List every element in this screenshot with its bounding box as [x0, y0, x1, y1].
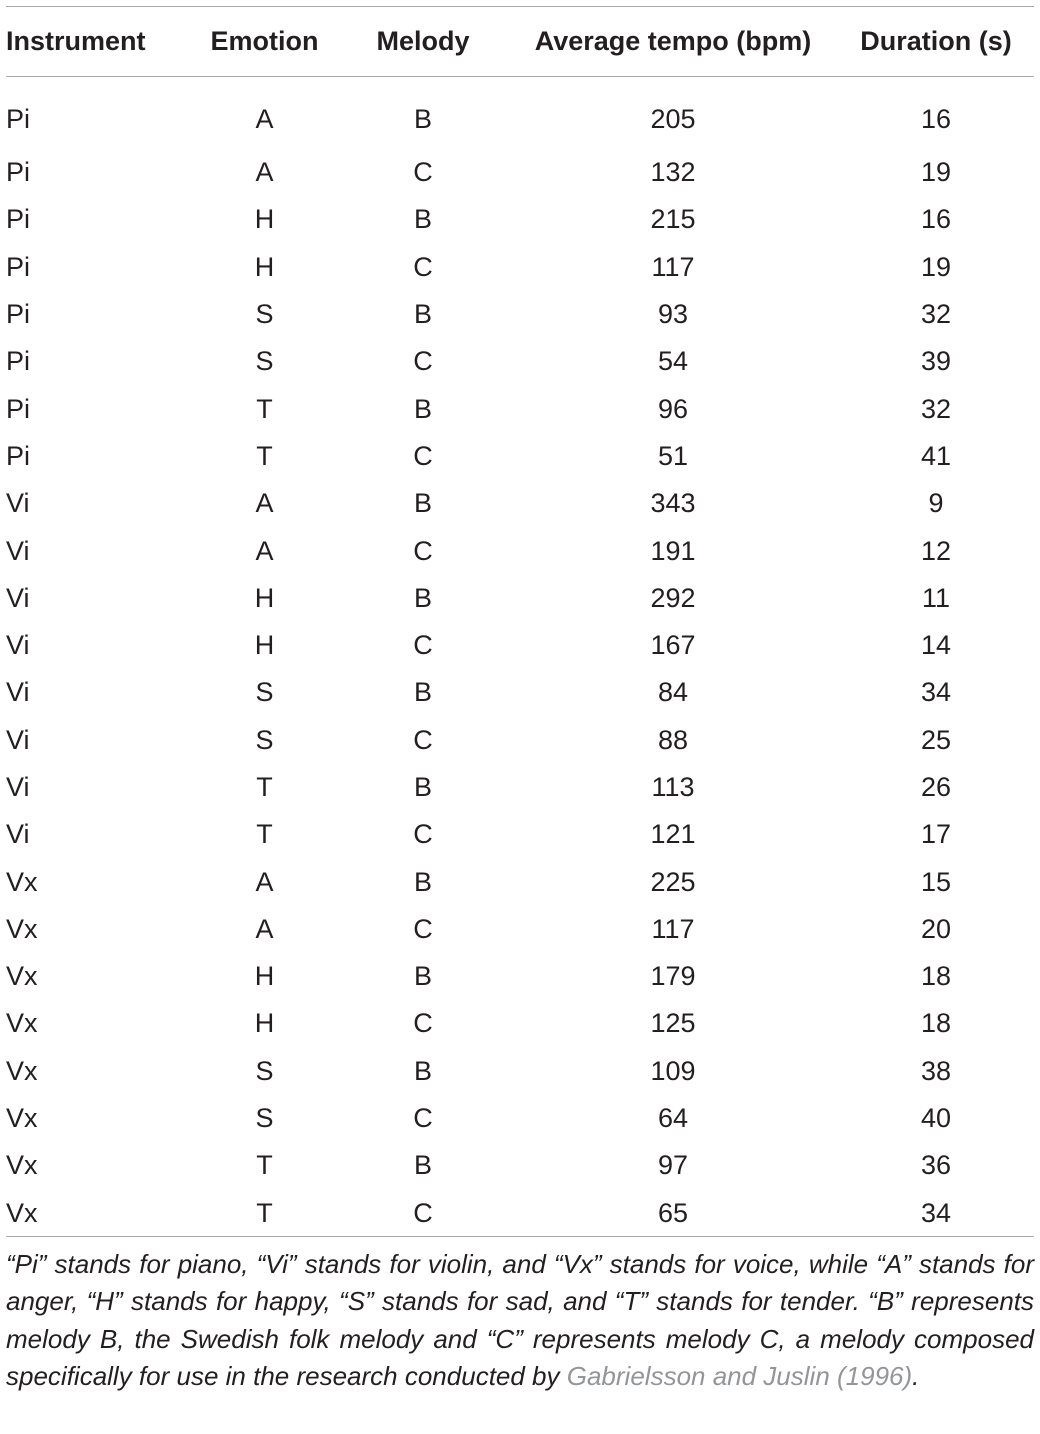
- cell-duration: 40: [920, 1103, 952, 1134]
- table-row: [6, 527, 1034, 574]
- cell-emotion: A: [255, 913, 274, 944]
- cell-emotion: T: [256, 772, 273, 802]
- table-row: [6, 1000, 1034, 1047]
- cell-duration: 15: [920, 866, 952, 897]
- cell-emotion: H: [254, 1008, 275, 1039]
- header-duration: Duration (s): [860, 26, 1012, 56]
- cell-duration: 18: [920, 1008, 952, 1039]
- cell-melody: B: [413, 866, 432, 897]
- cell-duration: 19: [920, 251, 952, 282]
- cell-average-tempo: 191: [650, 535, 696, 566]
- cell-instrument: Vi: [6, 724, 30, 755]
- cell-melody: C: [413, 535, 433, 566]
- cell-average-tempo: 109: [650, 1055, 696, 1086]
- cell-duration: 16: [920, 103, 952, 134]
- cell-average-tempo: 117: [651, 251, 695, 282]
- table-footnote: [6, 1246, 1034, 1395]
- cell-instrument: Pi: [6, 251, 31, 282]
- cell-emotion: S: [255, 724, 274, 755]
- cell-average-tempo: 292: [650, 582, 696, 613]
- table-row: [6, 76, 1034, 149]
- cell-average-tempo: 84: [657, 677, 689, 708]
- table-row: [6, 480, 1034, 527]
- cell-duration: 32: [920, 299, 952, 330]
- table-row: [6, 953, 1034, 1000]
- cell-emotion: A: [255, 866, 274, 897]
- table-row: [6, 1190, 1034, 1237]
- cell-melody: C: [413, 630, 433, 661]
- cell-melody: B: [413, 961, 432, 992]
- table-row: [6, 858, 1034, 905]
- cell-average-tempo: 96: [657, 393, 689, 424]
- footnote-end: .: [912, 1360, 920, 1391]
- cell-duration: 18: [920, 961, 952, 992]
- cell-average-tempo: 93: [657, 299, 689, 330]
- cell-emotion: T: [256, 819, 273, 850]
- cell-duration: 34: [920, 1197, 952, 1228]
- cell-emotion: S: [255, 299, 274, 330]
- cell-melody: B: [413, 582, 432, 613]
- cell-emotion: A: [255, 157, 274, 188]
- cell-average-tempo: 121: [650, 819, 696, 850]
- table-row: [6, 764, 1034, 811]
- header-emotion: Emotion: [210, 26, 319, 56]
- cell-melody: C: [413, 724, 433, 755]
- table-row: [6, 1048, 1034, 1095]
- cell-emotion: S: [255, 1103, 274, 1134]
- cell-duration: 19: [920, 157, 952, 188]
- table-row: [6, 575, 1034, 622]
- cell-instrument: Vi: [6, 535, 30, 566]
- cell-emotion: H: [254, 251, 275, 282]
- cell-instrument: Pi: [6, 103, 31, 134]
- cell-melody: B: [413, 488, 432, 519]
- header-average-tempo: Average tempo (bpm): [534, 26, 812, 56]
- cell-duration: 38: [920, 1055, 952, 1086]
- cell-average-tempo: 117: [651, 913, 695, 944]
- cell-instrument: Vx: [6, 1197, 38, 1228]
- cell-instrument: Pi: [6, 440, 31, 471]
- cell-average-tempo: 205: [650, 103, 696, 134]
- cell-duration: 26: [920, 772, 952, 802]
- cell-instrument: Pi: [6, 299, 31, 330]
- cell-average-tempo: 51: [657, 440, 689, 471]
- header-melody: Melody: [376, 26, 470, 56]
- cell-average-tempo: 65: [657, 1197, 689, 1228]
- cell-average-tempo: 88: [657, 724, 689, 755]
- cell-instrument: Vx: [6, 961, 38, 992]
- header-row: [6, 7, 1034, 76]
- cell-average-tempo: 132: [650, 157, 696, 188]
- footnote-citation-link[interactable]: Gabrielsson and Juslin (1996): [566, 1360, 913, 1391]
- table-row: [6, 433, 1034, 480]
- cell-duration: 16: [920, 204, 952, 235]
- cell-average-tempo: 97: [657, 1150, 689, 1181]
- cell-emotion: H: [254, 204, 275, 235]
- table-bottom-rule: [6, 1236, 1034, 1237]
- cell-melody: C: [413, 1008, 433, 1039]
- cell-instrument: Vi: [6, 488, 30, 519]
- cell-emotion: S: [255, 677, 274, 708]
- table-row: [6, 669, 1034, 716]
- cell-emotion: H: [254, 630, 275, 661]
- cell-duration: 41: [920, 440, 952, 471]
- table-row: [6, 906, 1034, 953]
- cell-emotion: H: [254, 582, 275, 613]
- table-row: [6, 1095, 1034, 1142]
- cell-duration: 14: [920, 630, 952, 661]
- cell-duration: 20: [920, 913, 952, 944]
- cell-instrument: Vx: [6, 866, 38, 897]
- cell-instrument: Pi: [6, 393, 31, 424]
- cell-emotion: T: [256, 1197, 273, 1228]
- table-row: [6, 622, 1034, 669]
- cell-emotion: T: [256, 440, 273, 471]
- table-row: [6, 717, 1034, 764]
- cell-melody: C: [413, 251, 433, 282]
- cell-instrument: Vi: [6, 582, 30, 613]
- cell-melody: B: [413, 1150, 432, 1181]
- table-header: [6, 7, 1034, 76]
- cell-emotion: A: [255, 488, 274, 519]
- cell-emotion: H: [254, 961, 275, 992]
- footnote-text: “Pi” stands for piano, “Vi” stands for violin, and “Vx” stands for voice, while “A” stands for anger, “H” stands for happy, “S” stands for sad, and “T” stands for tender. “B” represents melody B, the Swedish folk melody and “C” represents melody C, a melody composed specifically for use in the research conducted by: [6, 1249, 1034, 1391]
- cell-melody: B: [413, 299, 432, 330]
- table-row: [6, 1142, 1034, 1189]
- cell-melody: C: [413, 157, 433, 188]
- cell-average-tempo: 125: [650, 1008, 696, 1039]
- cell-emotion: T: [256, 1150, 273, 1181]
- cell-melody: B: [413, 393, 432, 424]
- cell-duration: 36: [920, 1150, 952, 1181]
- table-row: [6, 811, 1034, 858]
- table-row: [6, 196, 1034, 243]
- cell-average-tempo: 167: [650, 630, 696, 661]
- cell-melody: C: [413, 346, 433, 377]
- cell-average-tempo: 343: [650, 488, 696, 519]
- cell-melody: C: [413, 440, 433, 471]
- cell-duration: 9: [928, 488, 944, 519]
- cell-instrument: Vx: [6, 1103, 38, 1134]
- cell-instrument: Vi: [6, 819, 30, 850]
- cell-duration: 11: [921, 582, 951, 613]
- cell-melody: C: [413, 1197, 433, 1228]
- cell-average-tempo: 54: [657, 346, 689, 377]
- cell-melody: C: [413, 913, 433, 944]
- cell-average-tempo: 64: [657, 1103, 689, 1134]
- cell-emotion: T: [256, 393, 273, 424]
- cell-melody: C: [413, 819, 433, 850]
- cell-instrument: Vx: [6, 913, 38, 944]
- cell-melody: C: [413, 1103, 433, 1134]
- table-row: [6, 385, 1034, 432]
- cell-instrument: Pi: [6, 346, 31, 377]
- cell-instrument: Vx: [6, 1055, 38, 1086]
- cell-emotion: S: [255, 346, 274, 377]
- table-row: [6, 338, 1034, 385]
- cell-duration: 32: [920, 393, 952, 424]
- cell-instrument: Vi: [6, 772, 30, 802]
- cell-instrument: Vi: [6, 630, 30, 661]
- table-row: [6, 244, 1034, 291]
- cell-emotion: A: [255, 103, 274, 134]
- cell-melody: B: [413, 677, 432, 708]
- cell-instrument: Vi: [6, 677, 30, 708]
- cell-emotion: A: [255, 535, 274, 566]
- cell-instrument: Pi: [6, 157, 31, 188]
- header-instrument: Instrument: [6, 26, 146, 56]
- table-row: [6, 291, 1034, 338]
- cell-duration: 12: [920, 535, 952, 566]
- cell-melody: B: [413, 103, 432, 134]
- cell-melody: B: [413, 772, 432, 802]
- cell-melody: B: [413, 204, 432, 235]
- cell-average-tempo: 225: [650, 866, 696, 897]
- cell-average-tempo: 215: [650, 204, 696, 235]
- cell-duration: 17: [920, 819, 952, 850]
- cell-instrument: Vx: [6, 1008, 38, 1039]
- cell-instrument: Pi: [6, 204, 31, 235]
- table-row: [6, 149, 1034, 196]
- cell-duration: 25: [920, 724, 952, 755]
- cell-average-tempo: 113: [651, 772, 695, 802]
- cell-average-tempo: 179: [650, 961, 696, 992]
- cell-instrument: Vx: [6, 1150, 38, 1181]
- cell-duration: 34: [920, 677, 952, 708]
- cell-melody: B: [413, 1055, 432, 1086]
- table-body: [6, 76, 1034, 1237]
- cell-duration: 39: [920, 346, 952, 377]
- cell-emotion: S: [255, 1055, 274, 1086]
- data-table: [6, 7, 1034, 1237]
